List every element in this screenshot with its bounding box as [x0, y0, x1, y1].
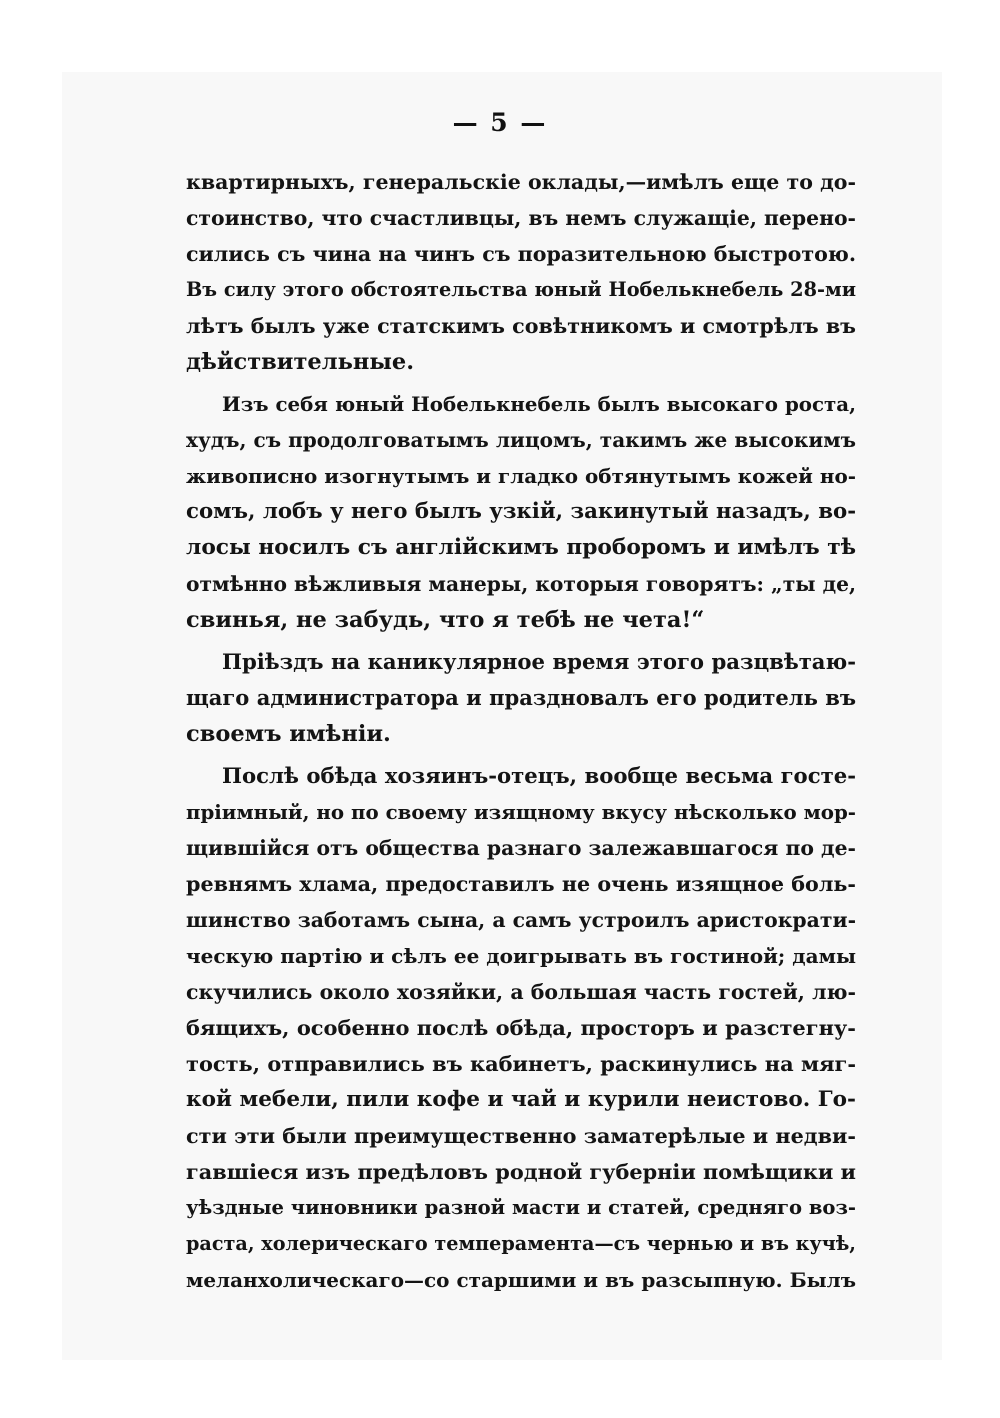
text-line: гавшіеся изъ предѣловъ родной губерніи помѣщики и — [186, 1159, 856, 1184]
text-line: сились съ чина на чинъ съ поразительною быстротою. — [186, 242, 856, 266]
text-line: Изъ себя юный Нобелькнебель былъ высокаго роста, — [222, 392, 856, 416]
paragraph-4 — [186, 758, 856, 1298]
text-line: кой мебели, пили кофе и чай и курили неистово. Го- — [186, 1087, 856, 1112]
text-line: Пріѣздъ на каникулярное время этого разцвѣтаю- — [222, 649, 856, 674]
text-line: свинья, не забудь, что я тебѣ не чета!“ — [186, 607, 705, 633]
paragraph-3 — [186, 644, 856, 752]
text-line: худъ, съ продолговатымъ лицомъ, такимъ же высокимъ — [186, 428, 856, 452]
text-line: стоинство, что счастливцы, въ немъ служащіе, перено- — [186, 206, 856, 230]
text-line: щаго администратора и праздновалъ его родитель въ — [186, 685, 856, 710]
text-line: Послѣ обѣда хозяинъ-отецъ, вообще весьма госте- — [222, 763, 856, 788]
text-line: раста, холерическаго темперамента—съ чернью и въ кучѣ, — [186, 1232, 856, 1255]
text-line: лосы носилъ съ англійскимъ проборомъ и имѣлъ тѣ — [186, 535, 856, 560]
text-line: ческую партію и сѣлъ ее доигрывать въ гостиной; дамы — [186, 944, 856, 968]
paragraph-2 — [186, 386, 856, 638]
text-line: скучились около хозяйки, а большая часть гостей, лю- — [186, 980, 856, 1004]
text-line: ревнямъ хлама, предоставилъ не очень изящное боль- — [186, 872, 856, 896]
paragraph-1 — [186, 164, 856, 380]
text-line: пріимный, но по своему изящному вкусу нѣсколько мор- — [186, 800, 856, 824]
text-line: шинство заботамъ сына, а самъ устроилъ аристократи- — [186, 908, 857, 932]
text-line: отмѣнно вѣжливыя манеры, которыя говорятъ: „ты де, — [186, 572, 856, 596]
text-line: Въ силу этого обстоятельства юный Нобелькнебель 28-ми — [186, 278, 856, 301]
text-line: сти эти были преимущественно заматерѣлые и недви- — [186, 1124, 856, 1148]
text-line: щившійся отъ общества разнаго залежавшагося по де- — [186, 836, 856, 860]
text-line: сомъ, лобъ у него былъ узкій, закинутый назадъ, во- — [186, 499, 857, 524]
body-text — [186, 164, 856, 1304]
text-line: лѣтъ былъ уже статскимъ совѣтникомъ и смотрѣлъ въ — [186, 314, 856, 338]
text-line: своемъ имѣніи. — [186, 721, 391, 747]
text-line: уѣздные чиновники разной масти и статей, средняго воз- — [186, 1196, 856, 1219]
text-line: живописно изогнутымъ и гладко обтянутымъ кожей но- — [186, 464, 856, 488]
text-line: бящихъ, особенно послѣ обѣда, просторъ и разстегну- — [186, 1015, 856, 1040]
text-line: тость, отправились въ кабинетъ, раскинулись на мяг- — [186, 1051, 856, 1076]
text-line: меланхолическаго—со старшими и въ разсыпную. Былъ — [186, 1268, 856, 1292]
page-number: — 5 — — [452, 108, 548, 137]
text-line: дѣйствительные. — [186, 349, 415, 375]
text-line: квартирныхъ, генеральскіе оклады,—имѣлъ еще то до- — [186, 170, 856, 194]
